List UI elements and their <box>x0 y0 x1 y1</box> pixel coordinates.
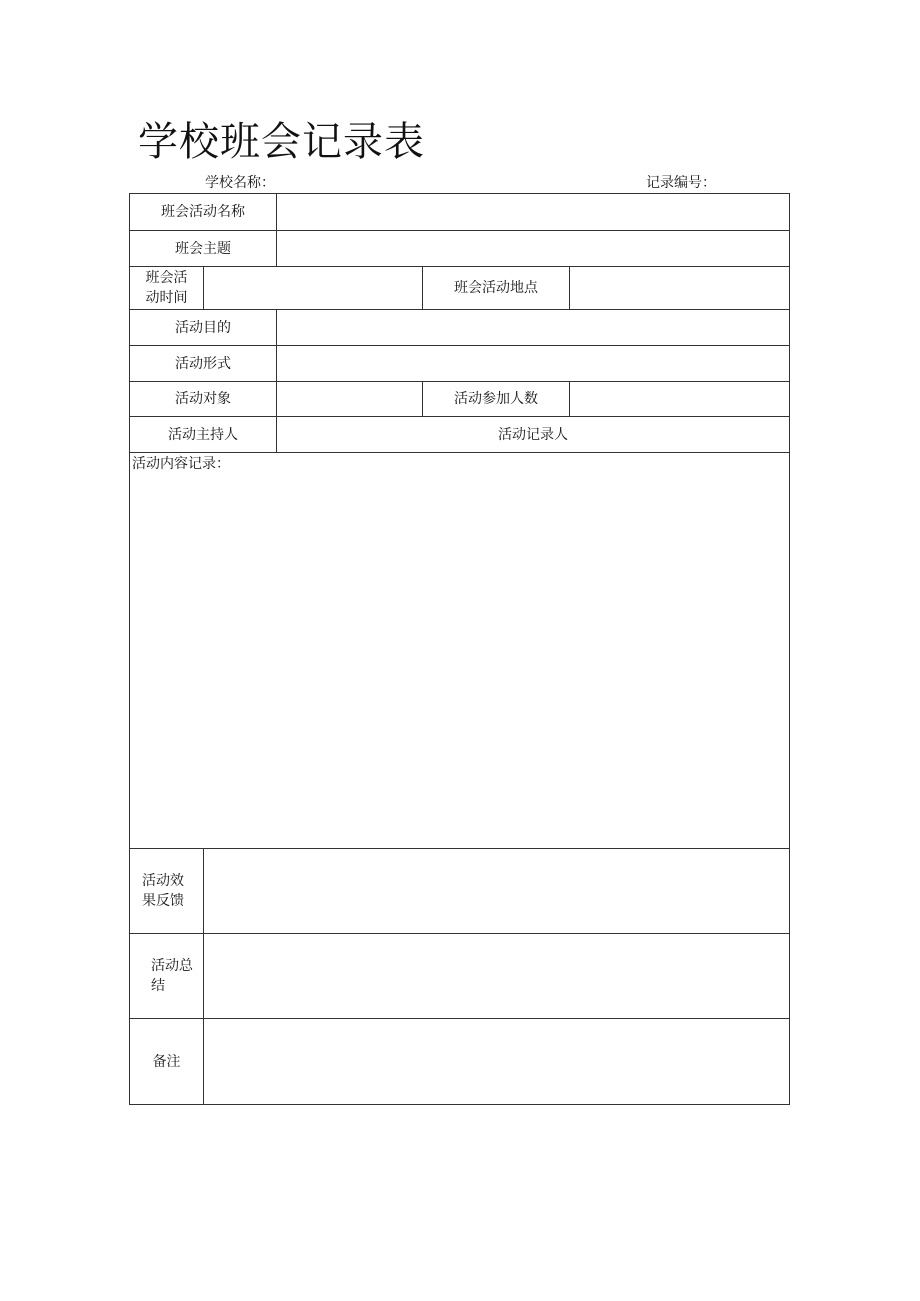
content-label: 活动内容记录： <box>132 456 230 472</box>
recorder-label: 活动记录人 <box>498 426 568 443</box>
location-field[interactable] <box>570 267 789 309</box>
meeting-record-form <box>129 193 790 1105</box>
time-label <box>130 267 203 309</box>
feedback-label-line1: 活动效 <box>142 873 184 889</box>
record-number-label: 记录编号： <box>646 175 716 191</box>
feedback-label-line2: 果反馈 <box>142 893 184 909</box>
remarks-field[interactable] <box>204 1019 789 1104</box>
theme-label: 班会主题 <box>175 240 231 257</box>
theme-field[interactable] <box>277 231 789 266</box>
participants-field[interactable] <box>570 382 789 416</box>
time-label-line1: 班会活 <box>145 270 188 286</box>
remarks-label: 备注 <box>152 1053 181 1070</box>
format-label: 活动形式 <box>175 355 231 372</box>
content-field[interactable] <box>130 476 789 848</box>
summary-field[interactable] <box>204 934 789 1018</box>
purpose-field[interactable] <box>277 310 789 345</box>
location-label: 班会活动地点 <box>454 280 538 296</box>
host-label: 活动主持人 <box>168 426 238 443</box>
target-label: 活动对象 <box>175 391 231 407</box>
feedback-label <box>130 849 203 933</box>
row-divider <box>130 452 789 453</box>
participants-label: 活动参加人数 <box>454 391 538 407</box>
feedback-field[interactable] <box>204 849 789 933</box>
target-field[interactable] <box>277 382 422 416</box>
summary-label-line2: 结 <box>151 978 165 994</box>
summary-label <box>130 934 203 1018</box>
page-title: 学校班会记录表 <box>138 119 425 165</box>
activity-name-field[interactable] <box>277 194 789 230</box>
time-field[interactable] <box>204 267 422 309</box>
summary-label-line1: 活动总 <box>151 958 193 974</box>
activity-name-label: 班会活动名称 <box>161 204 245 220</box>
purpose-label: 活动目的 <box>175 319 231 336</box>
school-name-label: 学校名称： <box>205 175 275 191</box>
format-field[interactable] <box>277 346 789 381</box>
time-label-line2: 动时间 <box>145 290 188 306</box>
